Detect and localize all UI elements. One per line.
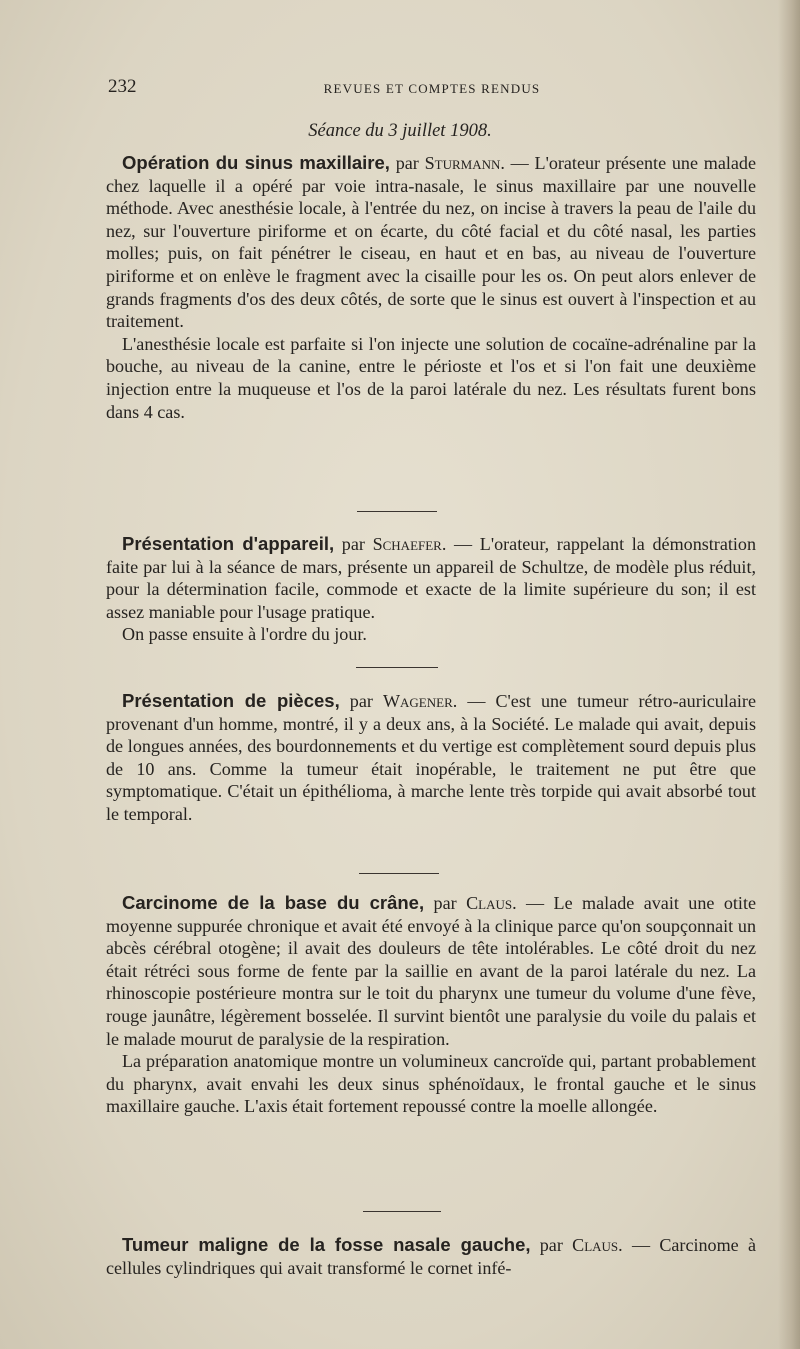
by-word: par bbox=[389, 153, 425, 173]
paragraph bbox=[106, 533, 756, 623]
section-title: Opération du sinus maxillaire, bbox=[122, 152, 390, 173]
section-presentation-pieces bbox=[106, 690, 756, 826]
section-title: Carcinome de la base du crâne, bbox=[122, 892, 425, 913]
paragraph-text: . — L'orateur présente une malade chez laquelle il a opéré par voie intra-nasale, le sinus maxillaire par une nouvelle méthode. Avec anesthésie locale, à l'entrée du nez, on incise à travers la peau de l'aile du nez, sur l'ouverture piriforme et on écarte, du côté facial et du côté nasal, les parties molles; puis, on fait pénétrer le ciseau, en haut et en bas, au niveau de l'ouverture piriforme et on enlève le fragment avec la cisaille pour les os. On peut alors enlever de grands fragments d'os des deux côtés, de sorte que le sinus est ouvert à l'inspection et au traitement. bbox=[106, 153, 756, 332]
paragraph bbox=[106, 1234, 756, 1279]
by-word: par bbox=[334, 534, 373, 554]
paragraph bbox=[106, 892, 756, 1050]
paragraph: La préparation anatomique montre un volumineux cancroïde qui, partant probablement du pharynx, avait envahi les deux sinus sphénoïdaux, le frontal gauche et le sinus maxillaire gauche. L'axis était fortement repoussé contre la moelle allongée. bbox=[106, 1051, 756, 1117]
section-separator bbox=[356, 667, 438, 668]
author-name: Schaefer bbox=[372, 534, 442, 554]
page-edge-shadow bbox=[778, 0, 800, 1349]
section-tumeur-maligne bbox=[106, 1234, 756, 1279]
section-separator bbox=[363, 1211, 441, 1212]
page-number: 232 bbox=[108, 76, 137, 97]
paragraph-text: . — L'orateur, rappelant la démonstration faite par lui à la séance de mars, présente un appareil de Schultze, de modèle plus réduit, pour la détermination facile, commode et exacte de la limite supérieure du son; il est assez maniable pour l'usage pratique. bbox=[106, 534, 757, 622]
author-name: Wagener bbox=[382, 691, 453, 711]
section-separator bbox=[359, 873, 439, 874]
section-carcinome-base-crane bbox=[106, 892, 756, 1118]
section-title: Présentation d'appareil, bbox=[122, 533, 335, 554]
paragraph: L'anesthésie locale est parfaite si l'on injecte une solution de cocaïne-adrénaline par la bouche, au niveau de la canine, entre le périoste et l'os et si l'on fait une deuxième injection entre la muqueuse et l'os de la paroi latérale du nez. Les résultats furent bons dans 4 cas. bbox=[106, 333, 756, 422]
paragraph-text: . — C'est une tumeur rétro-auriculaire provenant d'un homme, montré, il y a deux ans, à la Société. Le malade qui avait, depuis de longues années, des bourdonnements et du vertige est complètement sourd depuis plus de 10 ans. Comme la tumeur était inopérable, le traitement ne put être que symptomatique. C'était un épithélioma, à marche lente très torpide qui avait absorbé tout le temporal. bbox=[106, 691, 756, 824]
section-separator bbox=[357, 511, 437, 512]
author-name: Sturmann bbox=[424, 153, 501, 173]
paragraph: On passe ensuite à l'ordre du jour. bbox=[122, 624, 367, 645]
running-head: REVUES ET COMPTES RENDUS bbox=[323, 81, 541, 96]
section-title: Tumeur maligne de la fosse nasale gauche, bbox=[122, 1234, 531, 1255]
section-sinus-maxillaire bbox=[106, 152, 756, 423]
paragraph-text: . — Carcinome à cellules cylindriques qui avait transformé le cornet infé- bbox=[106, 1235, 756, 1278]
section-presentation-appareil bbox=[106, 533, 756, 646]
by-word: par bbox=[339, 691, 383, 711]
session-date: Séance du 3 juillet 1908. bbox=[308, 121, 492, 141]
paragraph bbox=[106, 152, 756, 333]
by-word: par bbox=[530, 1235, 573, 1255]
section-title: Présentation de pièces, bbox=[122, 690, 340, 711]
author-name: Claus bbox=[572, 1235, 619, 1255]
by-word: par bbox=[424, 893, 467, 913]
page-header bbox=[108, 76, 756, 102]
paragraph-text: . — Le malade avait une otite moyenne suppurée chronique et avait été envoyé à la clinique parce qu'on soupçonnait un abcès cérébral otogène; il avait des douleurs de tête intolérables. Le côté droit du nez était rétréci sous forme de fente par la saillie en avant de la paroi latérale du nez. La rhinoscopie postérieure montra sur le toit du pharynx une tumeur du volume d'une fève, rouge jaunâtre, légèrement bosselée. Il survint bientôt une paralysie du voile du palais et le malade mourut de paralysie de la respiration. bbox=[106, 893, 757, 1049]
author-name: Claus bbox=[466, 893, 513, 913]
paragraph bbox=[106, 690, 756, 826]
